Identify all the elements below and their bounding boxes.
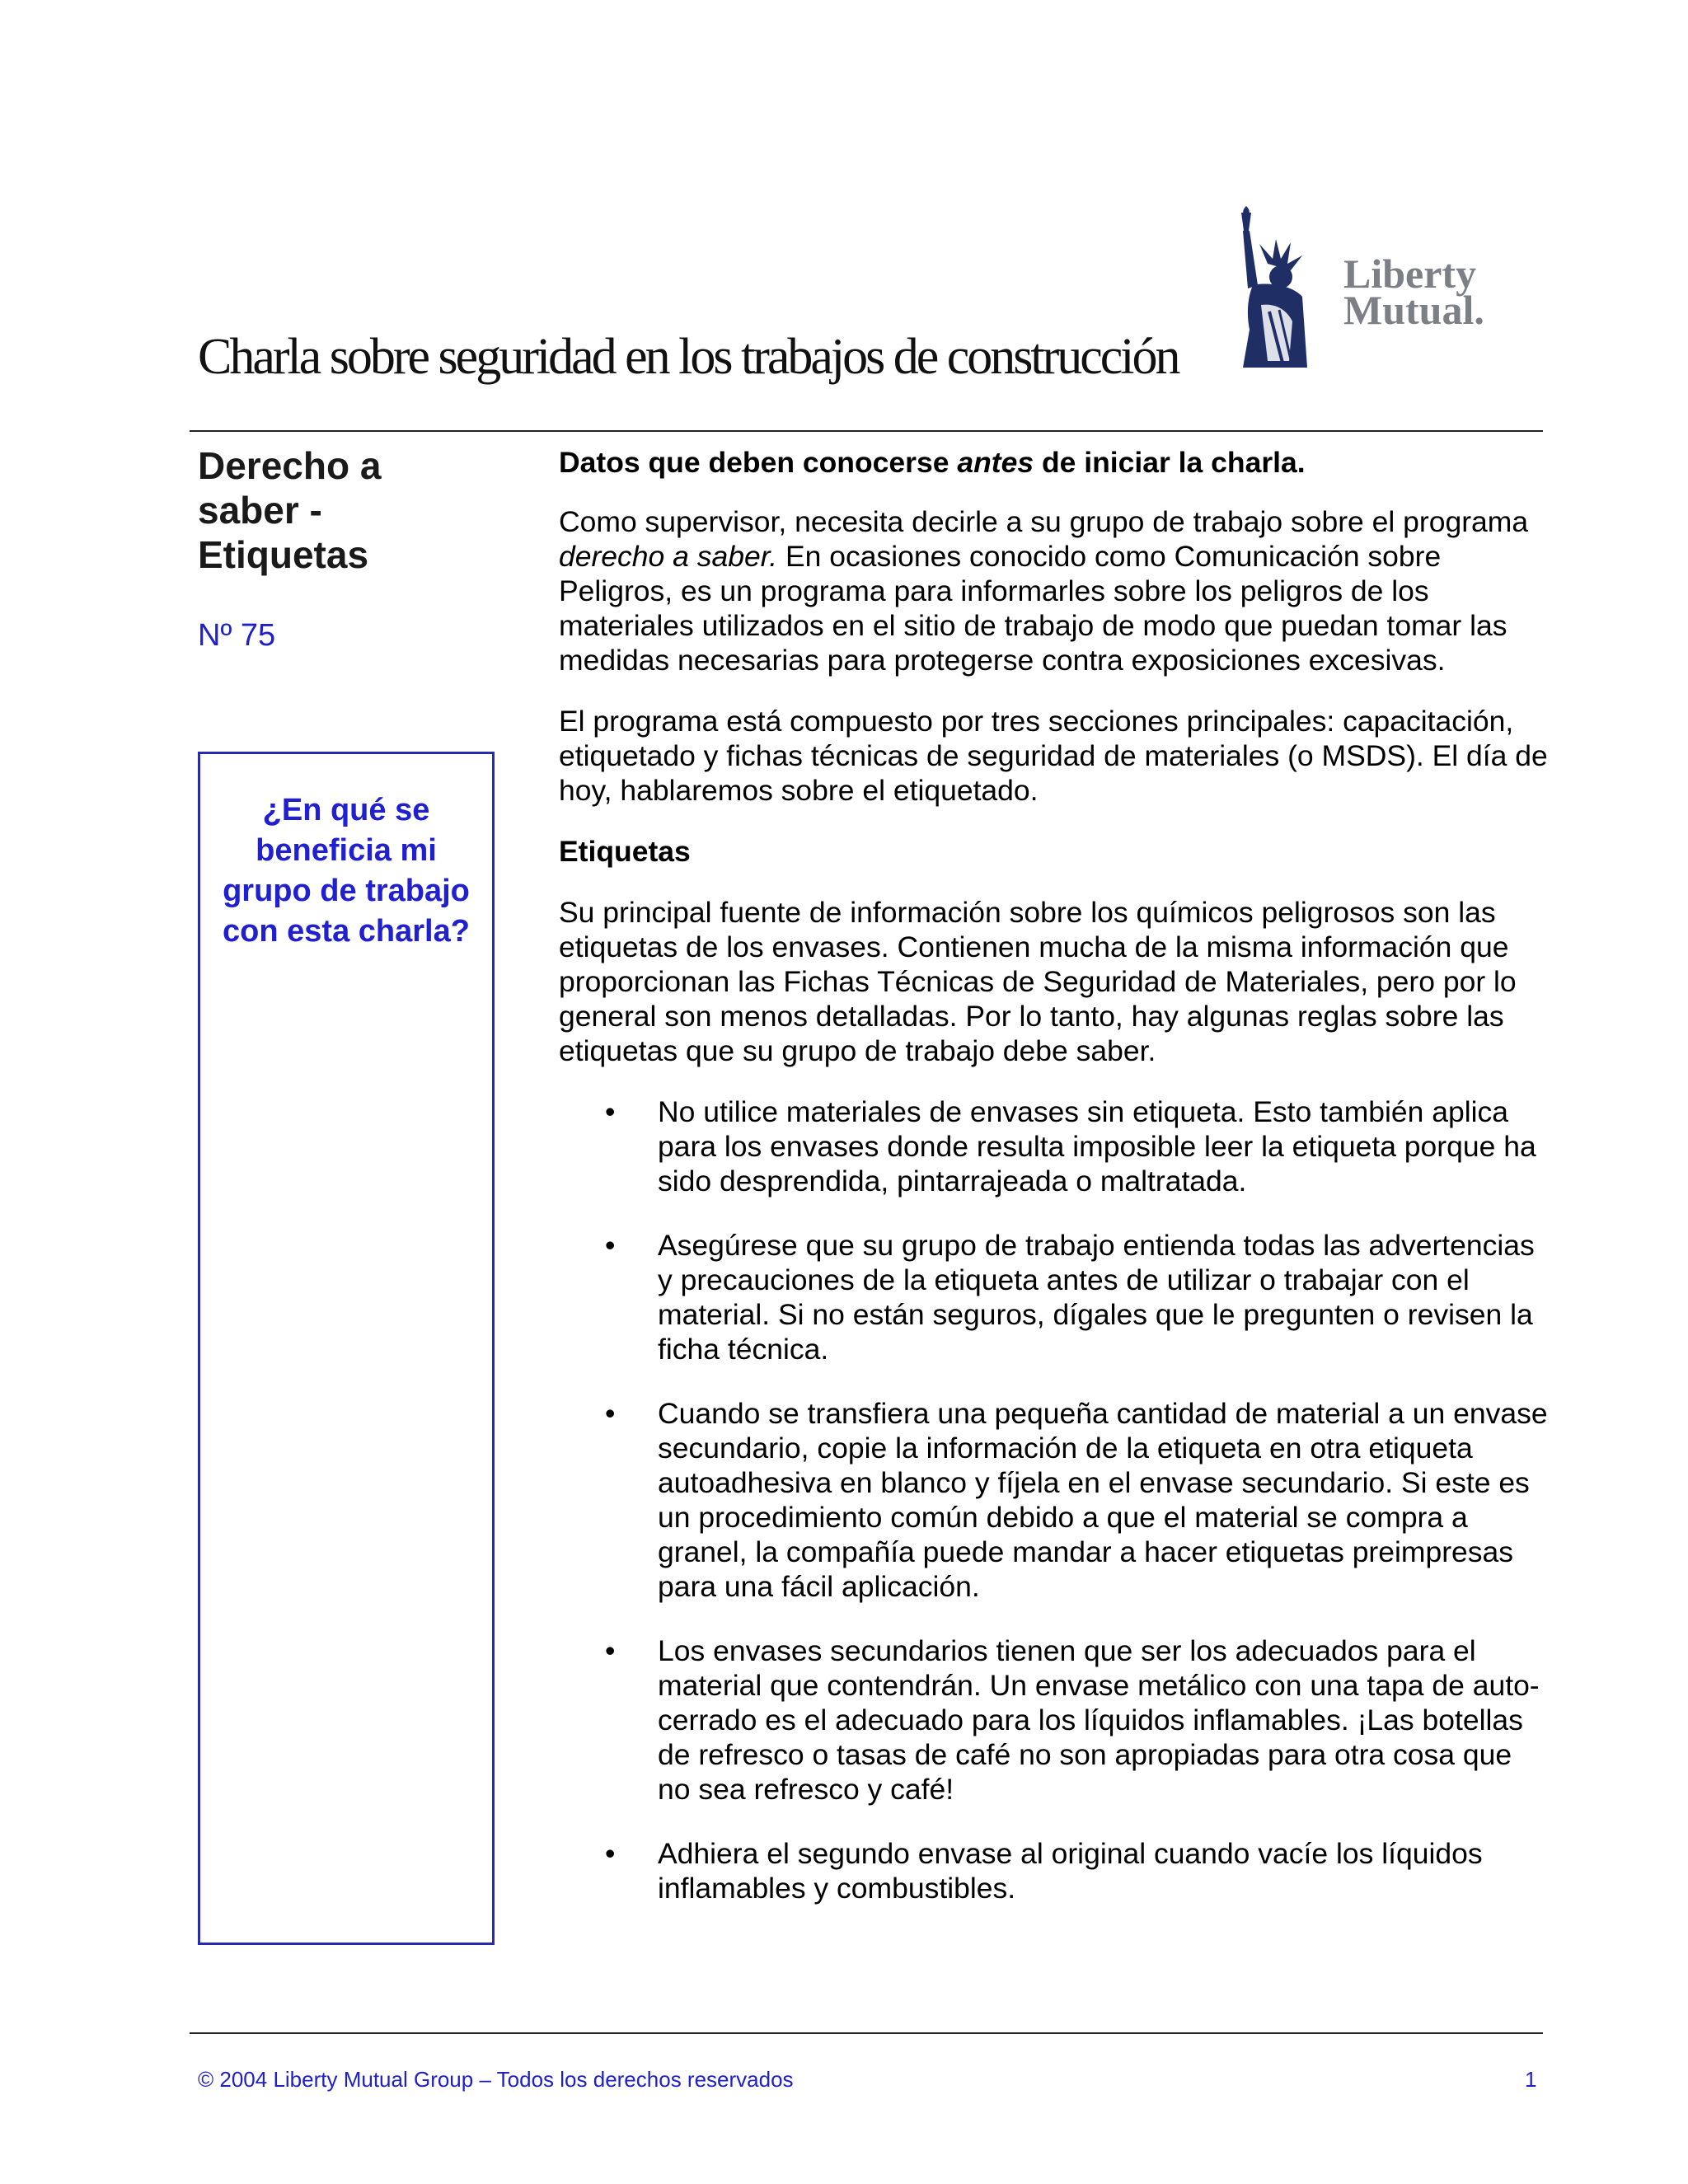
logo-wordmark [1343,251,1484,333]
list-item-text: Adhiera el segundo envase al original cuando vacíe los líquidos inflamables y combustibles. [658,1837,1483,1905]
list-item [559,1094,1548,1198]
list-item-text: Cuando se transfiera una pequeña cantidad de material a un envase secundario, copie la información de la etiqueta en otra etiqueta autoadhesiva en blanco y fíjela en el envase secundario. Si este es un procedimiento común debido a que el material se compra a granel, la compañía puede mandar a hacer etiquetas preimpresas para una fácil aplicación. [658,1397,1548,1603]
list-item [559,1836,1548,1905]
footer-copyright: © 2004 Liberty Mutual Group – Todos los derechos reservados [198,2067,794,2092]
talk-number: Nº 75 [198,618,276,653]
lead-sentence [559,445,1548,480]
list-item-text: No utilice materiales de envases sin etiqueta. Esto también aplica para los envases donde resulta imposible leer la etiqueta porque ha sido desprendida, pintarrajeada o maltratada. [658,1095,1536,1197]
document-title: Charla sobre seguridad en los trabajos de construcción [198,329,1179,385]
benefit-box [198,752,495,1945]
paragraph-program: El programa está compuesto por tres secciones principales: capacitación, etiquetado y fichas técnicas de seguridad de materiales (o MSDS). El día de hoy, hablaremos sobre el etiquetado. [559,705,1548,807]
bullet-icon: • [605,1397,616,1430]
list-item [559,1633,1548,1807]
bullet-icon: • [605,1837,616,1870]
statue-of-liberty-icon [1210,206,1342,381]
lead-text-start: Datos que deben conocerse [559,446,958,479]
list-item-text: Asegúrese que su grupo de trabajo entienda todas las advertencias y precauciones de la etiqueta antes de utilizar o trabajar con el material. Si no están seguros, dígales que le pregunten o revisen la ficha técnica. [658,1229,1535,1366]
rules-list [559,1094,1548,1905]
header-divider [190,430,1543,432]
list-item-text: Los envases secundarios tienen que ser los adecuados para el material que contendrán. Un envase metálico con una tapa de auto-cerrado es el adecuado para los líquidos inflamables. ¡Las botellas de refresco o tasas de café no son apropiadas para otra cosa que no sea refresco y café! [658,1634,1540,1806]
intro-text-end: En ocasiones conocido como Comunicación sobre Peligros, es un programa para informarles sobre los peligros de los materiales utilizados en el sitio de trabajo de modo que puedan tomar las medidas necesarias para protegerse contra exposiciones excesivas. [559,540,1507,677]
page-number: 1 [1525,2067,1537,2092]
benefit-question: ¿En qué se beneficia mi grupo de trabajo con esta charla? [223,793,470,949]
paragraph-labels: Su principal fuente de información sobre los químicos peligrosos son las etiquetas de los envases. Contienen mucha de la misma información que proporcionan las Fichas Técnicas de Seguridad de Materiales, pero por lo general son menos detalladas. Por lo tanto, hay algunas reglas sobre las etiquetas que su grupo de trabajo debe saber. [559,896,1517,1067]
footer-divider [190,2032,1543,2034]
liberty-mutual-logo [1210,206,1525,381]
list-item [559,1228,1548,1366]
section-heading: Etiquetas [559,835,691,868]
logo-line-1: Liberty [1343,251,1477,297]
topic-title: Derecho a saber - Etiquetas [198,444,382,576]
list-item [559,1396,1548,1604]
paragraph-intro [559,504,1548,677]
bullet-icon: • [605,1634,616,1667]
intro-emphasis: derecho a saber. [559,540,778,573]
lead-emphasis: antes [957,446,1034,479]
logo-line-2: Mutual. [1343,287,1484,333]
intro-text-start: Como supervisor, necesita decirle a su grupo de trabajo sobre el programa [559,505,1529,538]
lead-text-end: de iniciar la charla. [1034,446,1306,479]
bullet-icon: • [605,1229,616,1262]
bullet-icon: • [605,1095,616,1128]
main-content [559,445,1548,1935]
